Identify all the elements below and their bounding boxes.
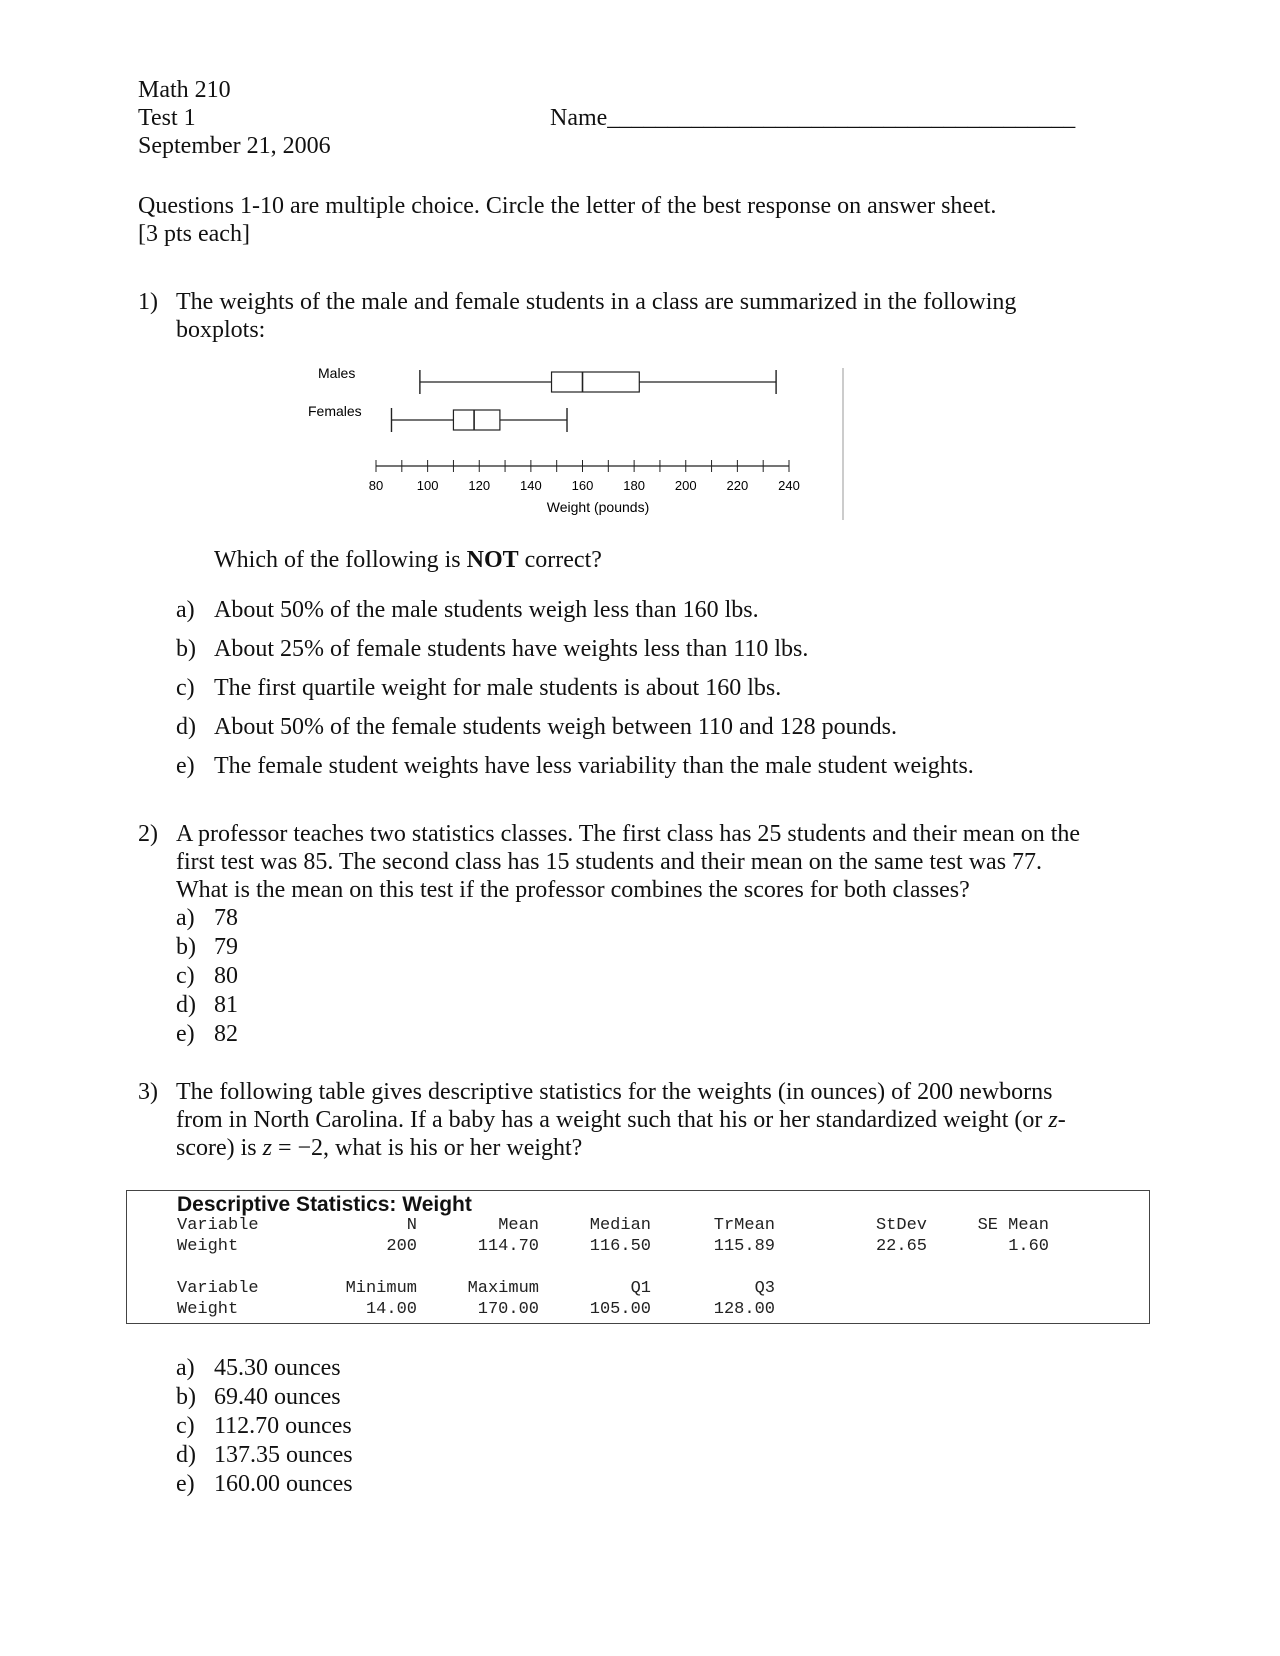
name-field[interactable]: Name_______________________________________ — [550, 105, 1076, 131]
stats-header-cell: Q1 — [630, 1279, 651, 1298]
option-letter: b) — [176, 1384, 196, 1410]
option-text: 69.40 ounces — [214, 1384, 341, 1410]
option-text: About 50% of the male students weigh less than 160 lbs. — [214, 597, 759, 623]
option-text: 78 — [214, 905, 238, 931]
stats-value-cell: 22.65 — [875, 1237, 927, 1256]
stats-value-cell: 115.89 — [713, 1237, 775, 1256]
q1-prompt: Which of the following is NOT correct? — [214, 547, 602, 573]
q1-option[interactable] — [176, 713, 897, 741]
option-text: About 25% of female students have weights less than 110 lbs. — [214, 636, 809, 662]
stats-header-cell: Minimum — [345, 1279, 417, 1298]
stats-value-cell: Weight — [177, 1237, 239, 1256]
option-letter: d) — [176, 992, 196, 1018]
q3-line2: from in North Carolina. If a baby has a weight such that his or her standardized weight (or z- — [176, 1107, 1066, 1133]
option-text: 160.00 ounces — [214, 1471, 353, 1497]
axis-tick-label: 200 — [674, 478, 697, 493]
option-letter: c) — [176, 675, 195, 701]
q1-option[interactable] — [176, 674, 781, 702]
axis-tick-label: 180 — [623, 478, 645, 493]
iqr-box — [453, 410, 499, 430]
q1-stem-line2: boxplots: — [176, 317, 266, 343]
stats-header-cell: Maximum — [467, 1279, 539, 1298]
axis-tick-label: 240 — [778, 478, 800, 493]
stats-value-cell: 105.00 — [589, 1300, 651, 1319]
stats-header-cell: TrMean — [713, 1216, 775, 1235]
stats-header-cell: Mean — [498, 1216, 539, 1235]
option-letter: d) — [176, 1442, 196, 1468]
descriptive-stats-table — [126, 1190, 1150, 1324]
option-letter: d) — [176, 714, 196, 740]
option-letter: a) — [176, 597, 195, 623]
stats-value-cell: 170.00 — [477, 1300, 539, 1319]
stats-header-cell: Q3 — [754, 1279, 775, 1298]
axis-tick-label: 140 — [520, 478, 542, 493]
chart-series-label-males: Males — [318, 365, 356, 381]
instructions-line1: Questions 1-10 are multiple choice. Circle the letter of the best response on answer sheet. — [138, 193, 997, 219]
boxplot-females — [391, 408, 567, 432]
option-letter: c) — [176, 1413, 195, 1439]
q1-stem-line1: The weights of the male and female students in a class are summarized in the following — [176, 289, 1017, 315]
axis-tick-label: 160 — [571, 478, 594, 493]
course-title: Math 210 — [138, 77, 231, 103]
option-letter: b) — [176, 934, 196, 960]
option-text: 137.35 ounces — [214, 1442, 353, 1468]
axis-tick-label: 80 — [368, 478, 384, 493]
stats-header-cell: Variable — [177, 1216, 259, 1235]
q3-option[interactable] — [176, 1383, 341, 1411]
axis-tick-label: 120 — [468, 478, 491, 493]
stats-value-cell: 14.00 — [365, 1300, 417, 1319]
stats-value-cell: 128.00 — [713, 1300, 775, 1319]
q1-number: 1) — [138, 289, 158, 315]
q3-line3: score) is z = −2, what is his or her weight? — [176, 1135, 583, 1161]
boxplot-males — [420, 370, 776, 394]
option-text: 80 — [214, 963, 238, 989]
q2-line2: first test was 85. The second class has 15 students and their mean on the same test was 77. — [176, 849, 1043, 875]
q3-option[interactable] — [176, 1470, 353, 1498]
option-text: 82 — [214, 1021, 238, 1047]
stats-value-cell: 1.60 — [1008, 1237, 1049, 1256]
stats-header-cell: SE Mean — [977, 1216, 1049, 1235]
chart-x-axis-label: Weight (pounds) — [546, 499, 650, 515]
instructions-line2: [3 pts each] — [138, 221, 250, 247]
option-letter: c) — [176, 963, 195, 989]
option-text: The female student weights have less variability than the male student weights. — [214, 753, 974, 779]
option-text: 112.70 ounces — [214, 1413, 352, 1439]
option-text: 45.30 ounces — [214, 1355, 341, 1381]
q3-line1: The following table gives descriptive statistics for the weights (in ounces) of 200 newborns — [176, 1079, 1053, 1105]
option-letter: a) — [176, 905, 195, 931]
option-letter: e) — [176, 1471, 195, 1497]
test-date: September 21, 2006 — [138, 133, 331, 159]
q2-option[interactable] — [176, 962, 238, 990]
q2-option[interactable] — [176, 904, 238, 932]
test-title: Test 1 — [138, 105, 196, 131]
q2-option[interactable] — [176, 991, 238, 1019]
q3-number: 3) — [138, 1079, 158, 1105]
stats-header-cell: N — [406, 1216, 417, 1235]
option-letter: e) — [176, 1021, 195, 1047]
q2-line1: A professor teaches two statistics classes. The first class has 25 students and their mean on the — [176, 821, 1081, 847]
stats-header-cell: StDev — [875, 1216, 927, 1235]
q1-option[interactable] — [176, 596, 759, 624]
q1-option[interactable] — [176, 635, 808, 663]
q3-option[interactable] — [176, 1441, 353, 1469]
option-letter: a) — [176, 1355, 195, 1381]
stats-value-cell: Weight — [177, 1300, 239, 1319]
option-text: 79 — [214, 934, 238, 960]
iqr-box — [552, 372, 640, 392]
option-letter: b) — [176, 636, 196, 662]
q2-option[interactable] — [176, 933, 238, 961]
boxplot-chart — [290, 360, 860, 530]
q2-option[interactable] — [176, 1020, 238, 1048]
q3-option[interactable] — [176, 1354, 341, 1382]
option-text: 81 — [214, 992, 238, 1018]
stats-header-cell: Variable — [177, 1279, 259, 1298]
axis-tick-label: 220 — [726, 478, 749, 493]
chart-x-axis — [369, 460, 800, 493]
stats-header-cell: Median — [589, 1216, 651, 1235]
q2-number: 2) — [138, 821, 158, 847]
option-text: About 50% of the female students weigh between 110 and 128 pounds. — [214, 714, 897, 740]
option-text: The first quartile weight for male students is about 160 lbs. — [214, 675, 782, 701]
q3-option[interactable] — [176, 1412, 352, 1440]
axis-tick-label: 100 — [416, 478, 439, 493]
chart-series-label-females: Females — [308, 403, 362, 419]
q2-line3: What is the mean on this test if the professor combines the scores for both classes? — [176, 877, 970, 903]
stats-value-cell: 116.50 — [589, 1237, 651, 1256]
stats-value-cell: 200 — [386, 1237, 417, 1256]
option-letter: e) — [176, 753, 195, 779]
stats-value-cell: 114.70 — [477, 1237, 539, 1256]
stats-table-title: Descriptive Statistics: Weight — [177, 1193, 472, 1216]
q1-option[interactable] — [176, 752, 974, 780]
